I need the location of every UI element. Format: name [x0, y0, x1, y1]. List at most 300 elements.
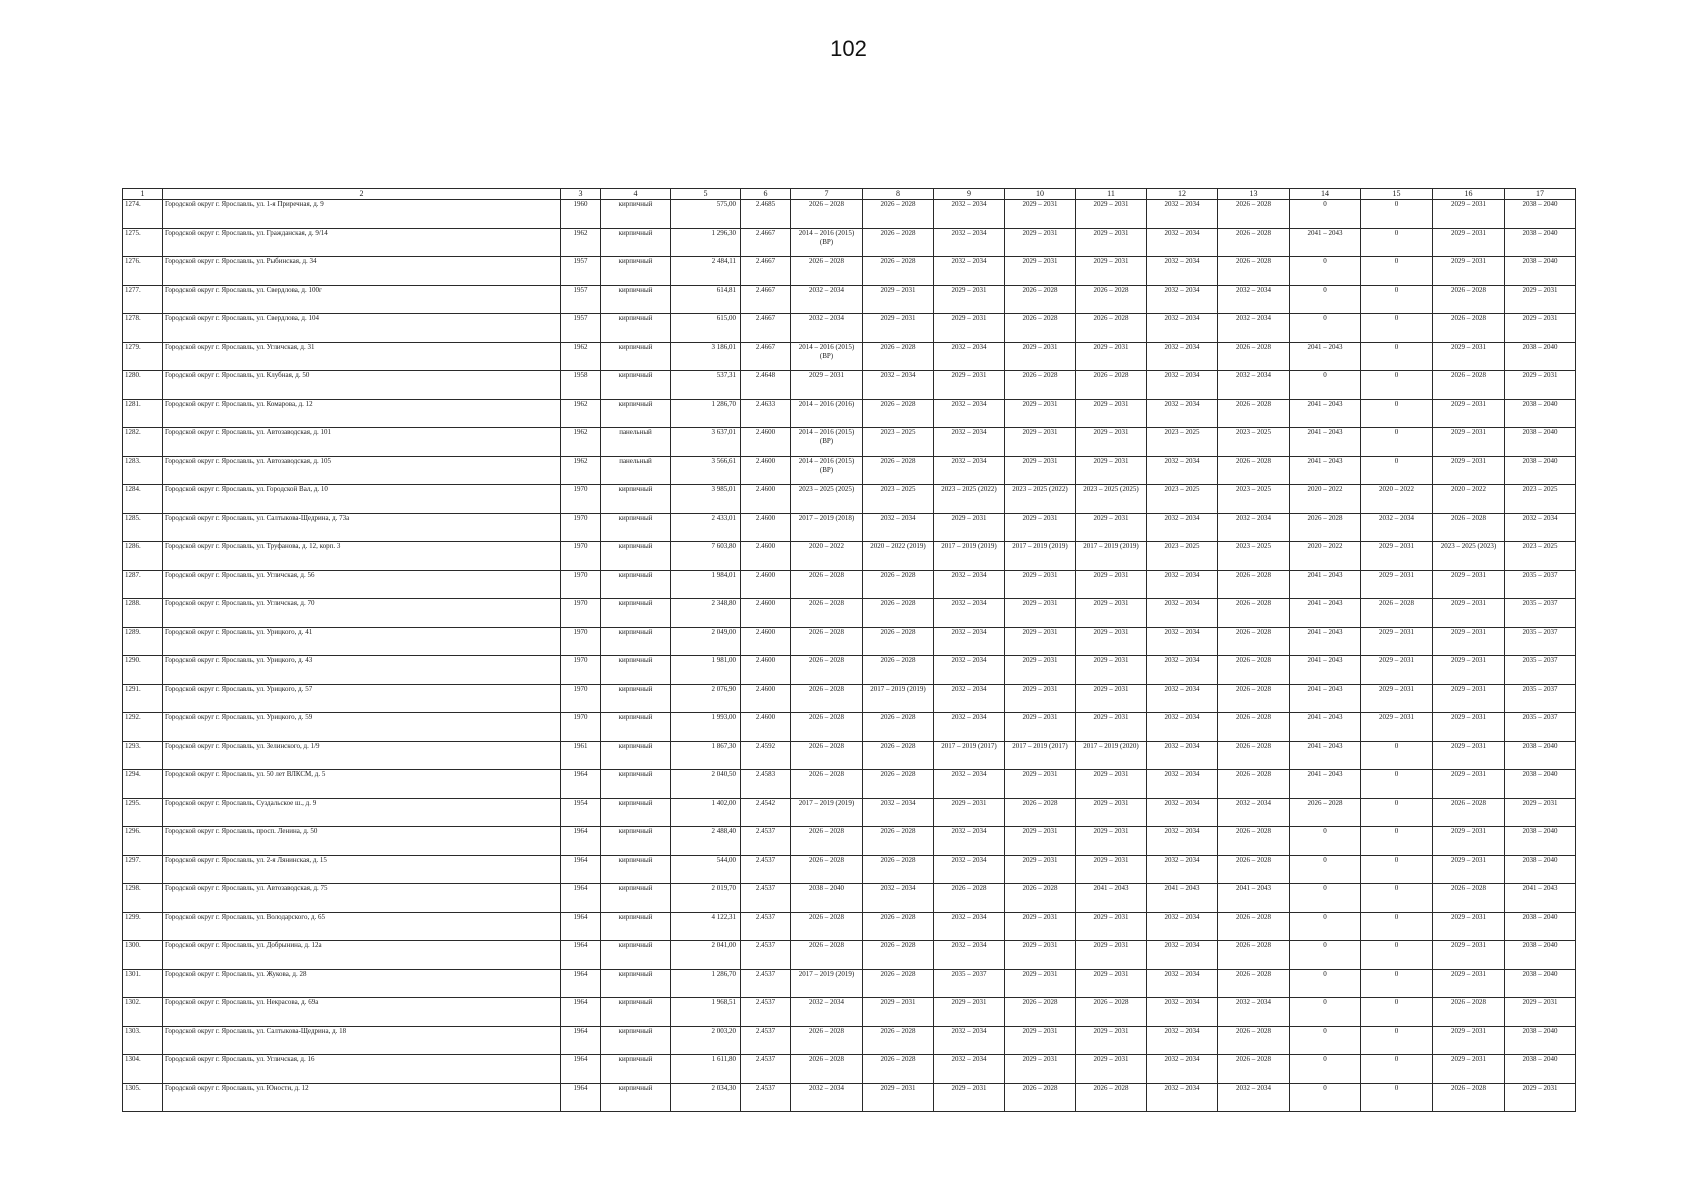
table-cell-col-5: 614,81 [671, 285, 741, 314]
table-cell-col-16: 2029 – 2031 [1433, 599, 1505, 628]
table-cell-col-5: 2 484,11 [671, 257, 741, 286]
column-header-2: 2 [163, 189, 561, 200]
table-cell-col-1: 1277. [123, 285, 163, 314]
table-cell-col-7: 2014 – 2016 (2016) [791, 399, 863, 428]
table-cell-col-2: Городской округ г. Ярославль, ул. Салтыкова-Щедрина, д. 18 [163, 1026, 561, 1055]
table-row [123, 570, 1576, 599]
table-cell-col-3: 1964 [561, 884, 601, 913]
table-cell-col-13: 2023 – 2025 [1218, 485, 1290, 514]
table-cell-col-5: 1 296,30 [671, 228, 741, 257]
table-cell-col-1: 1301. [123, 969, 163, 998]
table-cell-col-10: 2029 – 2031 [1005, 684, 1076, 713]
table-cell-col-15: 2032 – 2034 [1361, 513, 1433, 542]
table-cell-col-16: 2029 – 2031 [1433, 399, 1505, 428]
table-cell-col-7: 2032 – 2034 [791, 314, 863, 343]
table-cell-col-7: 2032 – 2034 [791, 998, 863, 1027]
table-cell-col-10: 2026 – 2028 [1005, 798, 1076, 827]
table-cell-col-16: 2029 – 2031 [1433, 200, 1505, 229]
table-cell-col-15: 0 [1361, 1083, 1433, 1112]
table-cell-col-7: 2026 – 2028 [791, 770, 863, 799]
column-header-11: 11 [1076, 189, 1147, 200]
table-cell-col-9: 2035 – 2037 [934, 969, 1005, 998]
table-cell-col-7: 2026 – 2028 [791, 827, 863, 856]
table-cell-col-12: 2032 – 2034 [1147, 941, 1218, 970]
table-cell-col-17: 2029 – 2031 [1505, 285, 1576, 314]
table-row [123, 257, 1576, 286]
table-cell-col-15: 0 [1361, 855, 1433, 884]
table-cell-col-3: 1957 [561, 285, 601, 314]
table-cell-col-4: кирпичный [601, 371, 671, 400]
table-cell-col-8: 2017 – 2019 (2019) [863, 684, 934, 713]
table-cell-col-4: кирпичный [601, 627, 671, 656]
table-cell-col-12: 2032 – 2034 [1147, 827, 1218, 856]
table-cell-col-6: 2.4600 [741, 684, 791, 713]
table-cell-col-15: 0 [1361, 770, 1433, 799]
table-cell-col-8: 2026 – 2028 [863, 855, 934, 884]
table-cell-col-10: 2029 – 2031 [1005, 912, 1076, 941]
table-cell-col-2: Городской округ г. Ярославль, Суздальское ш., д. 9 [163, 798, 561, 827]
table-cell-col-16: 2029 – 2031 [1433, 570, 1505, 599]
table-cell-col-6: 2.4537 [741, 1055, 791, 1084]
table-cell-col-1: 1303. [123, 1026, 163, 1055]
table-cell-col-1: 1282. [123, 428, 163, 457]
table-cell-col-10: 2029 – 2031 [1005, 200, 1076, 229]
table-cell-col-9: 2029 – 2031 [934, 1083, 1005, 1112]
table-cell-col-2: Городской округ г. Ярославль, ул. 2-я Лянинская, д. 15 [163, 855, 561, 884]
table-cell-col-12: 2032 – 2034 [1147, 1055, 1218, 1084]
table-cell-col-6: 2.4537 [741, 1083, 791, 1112]
table-cell-col-12: 2032 – 2034 [1147, 656, 1218, 685]
table-cell-col-7: 2038 – 2040 [791, 884, 863, 913]
table-cell-col-5: 1 286,70 [671, 969, 741, 998]
table-cell-col-10: 2026 – 2028 [1005, 371, 1076, 400]
table-cell-col-7: 2026 – 2028 [791, 741, 863, 770]
table-cell-col-16: 2029 – 2031 [1433, 1026, 1505, 1055]
table-cell-col-5: 615,00 [671, 314, 741, 343]
table-cell-col-6: 2.4633 [741, 399, 791, 428]
table-cell-col-1: 1289. [123, 627, 163, 656]
table-cell-col-2: Городской округ г. Ярославль, ул. Урицкого, д. 59 [163, 713, 561, 742]
table-cell-col-9: 2032 – 2034 [934, 200, 1005, 229]
table-cell-col-9: 2032 – 2034 [934, 770, 1005, 799]
table-row [123, 456, 1576, 485]
table-cell-col-16: 2026 – 2028 [1433, 314, 1505, 343]
table-row [123, 513, 1576, 542]
table-cell-col-3: 1962 [561, 399, 601, 428]
table-cell-col-17: 2032 – 2034 [1505, 513, 1576, 542]
table-cell-col-3: 1964 [561, 1055, 601, 1084]
table-row [123, 941, 1576, 970]
table-cell-col-17: 2038 – 2040 [1505, 1055, 1576, 1084]
table-cell-col-8: 2026 – 2028 [863, 912, 934, 941]
table-cell-col-10: 2029 – 2031 [1005, 228, 1076, 257]
table-cell-col-12: 2032 – 2034 [1147, 257, 1218, 286]
table-cell-col-2: Городской округ г. Ярославль, ул. Рыбинская, д. 34 [163, 257, 561, 286]
table-cell-col-16: 2026 – 2028 [1433, 1083, 1505, 1112]
table-cell-col-9: 2032 – 2034 [934, 656, 1005, 685]
table-cell-col-11: 2029 – 2031 [1076, 342, 1147, 371]
column-header-17: 17 [1505, 189, 1576, 200]
table-cell-col-7: 2026 – 2028 [791, 200, 863, 229]
table-row [123, 485, 1576, 514]
table-cell-col-6: 2.4667 [741, 342, 791, 371]
table-cell-col-11: 2026 – 2028 [1076, 998, 1147, 1027]
table-cell-col-11: 2029 – 2031 [1076, 570, 1147, 599]
table-cell-col-17: 2038 – 2040 [1505, 456, 1576, 485]
table-cell-col-15: 0 [1361, 1055, 1433, 1084]
table-cell-col-7: 2026 – 2028 [791, 627, 863, 656]
table-cell-col-9: 2032 – 2034 [934, 570, 1005, 599]
table-cell-col-2: Городской округ г. Ярославль, ул. 1-я Приречная, д. 9 [163, 200, 561, 229]
table-cell-col-6: 2.4600 [741, 713, 791, 742]
table-cell-col-11: 2026 – 2028 [1076, 371, 1147, 400]
table-cell-col-3: 1957 [561, 257, 601, 286]
table-cell-col-3: 1970 [561, 627, 601, 656]
table-cell-col-3: 1962 [561, 342, 601, 371]
table-cell-col-4: кирпичный [601, 770, 671, 799]
table-cell-col-12: 2032 – 2034 [1147, 314, 1218, 343]
table-cell-col-2: Городской округ г. Ярославль, ул. Урицкого, д. 57 [163, 684, 561, 713]
table-row [123, 228, 1576, 257]
table-cell-col-3: 1970 [561, 684, 601, 713]
table-cell-col-8: 2026 – 2028 [863, 627, 934, 656]
table-cell-col-14: 0 [1290, 855, 1361, 884]
table-cell-col-2: Городской округ г. Ярославль, ул. Добрынина, д. 12а [163, 941, 561, 970]
table-cell-col-9: 2029 – 2031 [934, 371, 1005, 400]
table-cell-col-5: 1 402,00 [671, 798, 741, 827]
table-cell-col-17: 2038 – 2040 [1505, 855, 1576, 884]
table-cell-col-10: 2029 – 2031 [1005, 1026, 1076, 1055]
table-cell-col-1: 1294. [123, 770, 163, 799]
table-row [123, 969, 1576, 998]
table-cell-col-11: 2026 – 2028 [1076, 314, 1147, 343]
table-row [123, 599, 1576, 628]
table-cell-col-16: 2029 – 2031 [1433, 428, 1505, 457]
table-cell-col-8: 2026 – 2028 [863, 713, 934, 742]
column-header-6: 6 [741, 189, 791, 200]
table-cell-col-3: 1964 [561, 969, 601, 998]
table-cell-col-2: Городской округ г. Ярославль, ул. Комарова, д. 12 [163, 399, 561, 428]
table-cell-col-9: 2029 – 2031 [934, 998, 1005, 1027]
table-row [123, 798, 1576, 827]
table-cell-col-6: 2.4667 [741, 314, 791, 343]
table-cell-col-8: 2029 – 2031 [863, 998, 934, 1027]
table-cell-col-10: 2029 – 2031 [1005, 456, 1076, 485]
table-cell-col-2: Городской округ г. Ярославль, ул. Автозаводская, д. 105 [163, 456, 561, 485]
table-cell-col-1: 1284. [123, 485, 163, 514]
table-cell-col-15: 0 [1361, 371, 1433, 400]
table-cell-col-13: 2026 – 2028 [1218, 969, 1290, 998]
table-cell-col-12: 2023 – 2025 [1147, 485, 1218, 514]
column-header-7: 7 [791, 189, 863, 200]
table-cell-col-1: 1293. [123, 741, 163, 770]
table-row [123, 371, 1576, 400]
table-cell-col-7: 2017 – 2019 (2019) [791, 969, 863, 998]
table-cell-col-12: 2032 – 2034 [1147, 285, 1218, 314]
column-header-10: 10 [1005, 189, 1076, 200]
table-cell-col-12: 2032 – 2034 [1147, 371, 1218, 400]
table-cell-col-10: 2029 – 2031 [1005, 713, 1076, 742]
table-cell-col-3: 1964 [561, 998, 601, 1027]
table-cell-col-6: 2.4600 [741, 656, 791, 685]
table-cell-col-1: 1291. [123, 684, 163, 713]
table-cell-col-6: 2.4600 [741, 627, 791, 656]
table-cell-col-17: 2023 – 2025 [1505, 542, 1576, 571]
table-cell-col-4: кирпичный [601, 1055, 671, 1084]
table-cell-col-3: 1962 [561, 228, 601, 257]
table-cell-col-7: 2029 – 2031 [791, 371, 863, 400]
table-cell-col-11: 2023 – 2025 (2025) [1076, 485, 1147, 514]
table-cell-col-4: кирпичный [601, 542, 671, 571]
table-cell-col-7: 2020 – 2022 [791, 542, 863, 571]
table-cell-col-6: 2.4648 [741, 371, 791, 400]
table-row [123, 1055, 1576, 1084]
table-cell-col-5: 2 003,20 [671, 1026, 741, 1055]
table-cell-col-17: 2035 – 2037 [1505, 570, 1576, 599]
table-cell-col-2: Городской округ г. Ярославль, ул. Гражданская, д. 9/14 [163, 228, 561, 257]
table-cell-col-3: 1970 [561, 656, 601, 685]
table-cell-col-11: 2041 – 2043 [1076, 884, 1147, 913]
table-cell-col-1: 1304. [123, 1055, 163, 1084]
table-cell-col-14: 2041 – 2043 [1290, 741, 1361, 770]
table-cell-col-15: 0 [1361, 969, 1433, 998]
table-cell-col-4: кирпичный [601, 200, 671, 229]
table-cell-col-6: 2.4537 [741, 855, 791, 884]
table-cell-col-13: 2026 – 2028 [1218, 342, 1290, 371]
table-cell-col-10: 2029 – 2031 [1005, 1055, 1076, 1084]
table-cell-col-10: 2029 – 2031 [1005, 627, 1076, 656]
table-cell-col-3: 1964 [561, 1083, 601, 1112]
table-cell-col-16: 2023 – 2025 (2023) [1433, 542, 1505, 571]
table-cell-col-15: 0 [1361, 998, 1433, 1027]
table-cell-col-10: 2029 – 2031 [1005, 941, 1076, 970]
table-cell-col-6: 2.4537 [741, 998, 791, 1027]
table-cell-col-12: 2032 – 2034 [1147, 684, 1218, 713]
table-cell-col-2: Городской округ г. Ярославль, ул. 50 лет ВЛКСМ, д. 5 [163, 770, 561, 799]
table-cell-col-2: Городской округ г. Ярославль, ул. Угличская, д. 56 [163, 570, 561, 599]
table-cell-col-5: 1 286,70 [671, 399, 741, 428]
table-cell-col-8: 2026 – 2028 [863, 342, 934, 371]
table-cell-col-8: 2026 – 2028 [863, 570, 934, 599]
table-cell-col-3: 1970 [561, 485, 601, 514]
table-cell-col-1: 1286. [123, 542, 163, 571]
table-cell-col-6: 2.4600 [741, 513, 791, 542]
table-cell-col-13: 2026 – 2028 [1218, 770, 1290, 799]
table-cell-col-4: кирпичный [601, 969, 671, 998]
table-cell-col-17: 2038 – 2040 [1505, 827, 1576, 856]
table-cell-col-6: 2.4537 [741, 912, 791, 941]
table-cell-col-17: 2035 – 2037 [1505, 627, 1576, 656]
table-row [123, 884, 1576, 913]
table-cell-col-1: 1281. [123, 399, 163, 428]
table-cell-col-7: 2014 – 2016 (2015) (ВР) [791, 342, 863, 371]
table-cell-col-13: 2032 – 2034 [1218, 371, 1290, 400]
table-cell-col-7: 2026 – 2028 [791, 684, 863, 713]
table-cell-col-12: 2032 – 2034 [1147, 969, 1218, 998]
table-cell-col-1: 1297. [123, 855, 163, 884]
table-cell-col-16: 2029 – 2031 [1433, 941, 1505, 970]
table-cell-col-1: 1285. [123, 513, 163, 542]
table-cell-col-1: 1278. [123, 314, 163, 343]
table-cell-col-10: 2029 – 2031 [1005, 342, 1076, 371]
table-cell-col-13: 2026 – 2028 [1218, 200, 1290, 229]
table-cell-col-17: 2035 – 2037 [1505, 599, 1576, 628]
table-cell-col-6: 2.4537 [741, 941, 791, 970]
table-cell-col-8: 2026 – 2028 [863, 456, 934, 485]
table-cell-col-9: 2029 – 2031 [934, 513, 1005, 542]
table-cell-col-6: 2.4600 [741, 456, 791, 485]
table-cell-col-11: 2029 – 2031 [1076, 200, 1147, 229]
table-cell-col-14: 0 [1290, 257, 1361, 286]
table-cell-col-9: 2032 – 2034 [934, 228, 1005, 257]
schedule-table [122, 188, 1576, 1112]
table-cell-col-3: 1964 [561, 827, 601, 856]
table-cell-col-13: 2026 – 2028 [1218, 1055, 1290, 1084]
table-cell-col-3: 1970 [561, 713, 601, 742]
table-cell-col-8: 2032 – 2034 [863, 371, 934, 400]
column-header-12: 12 [1147, 189, 1218, 200]
table-cell-col-9: 2029 – 2031 [934, 285, 1005, 314]
table-cell-col-3: 1962 [561, 428, 601, 457]
table-cell-col-5: 537,31 [671, 371, 741, 400]
table-cell-col-13: 2026 – 2028 [1218, 228, 1290, 257]
table-row [123, 855, 1576, 884]
table-cell-col-7: 2026 – 2028 [791, 941, 863, 970]
table-cell-col-14: 2041 – 2043 [1290, 599, 1361, 628]
table-cell-col-9: 2032 – 2034 [934, 428, 1005, 457]
table-cell-col-15: 0 [1361, 399, 1433, 428]
table-cell-col-6: 2.4600 [741, 542, 791, 571]
table-cell-col-15: 2029 – 2031 [1361, 542, 1433, 571]
table-cell-col-9: 2032 – 2034 [934, 456, 1005, 485]
table-cell-col-16: 2029 – 2031 [1433, 456, 1505, 485]
table-cell-col-10: 2029 – 2031 [1005, 399, 1076, 428]
table-cell-col-2: Городской округ г. Ярославль, ул. Автозаводская, д. 75 [163, 884, 561, 913]
table-cell-col-8: 2026 – 2028 [863, 827, 934, 856]
table-row [123, 741, 1576, 770]
table-cell-col-11: 2017 – 2019 (2019) [1076, 542, 1147, 571]
table-cell-col-11: 2029 – 2031 [1076, 770, 1147, 799]
table-cell-col-2: Городской округ г. Ярославль, просп. Ленина, д. 50 [163, 827, 561, 856]
table-cell-col-3: 1964 [561, 1026, 601, 1055]
table-row [123, 200, 1576, 229]
table-cell-col-5: 1 993,00 [671, 713, 741, 742]
table-cell-col-14: 2041 – 2043 [1290, 713, 1361, 742]
table-cell-col-16: 2029 – 2031 [1433, 228, 1505, 257]
table-cell-col-8: 2029 – 2031 [863, 314, 934, 343]
table-cell-col-6: 2.4667 [741, 285, 791, 314]
table-cell-col-10: 2026 – 2028 [1005, 285, 1076, 314]
table-cell-col-6: 2.4537 [741, 884, 791, 913]
table-cell-col-11: 2029 – 2031 [1076, 969, 1147, 998]
table-cell-col-4: кирпичный [601, 656, 671, 685]
table-cell-col-15: 2029 – 2031 [1361, 656, 1433, 685]
table-cell-col-13: 2032 – 2034 [1218, 513, 1290, 542]
column-header-9: 9 [934, 189, 1005, 200]
table-cell-col-7: 2032 – 2034 [791, 1083, 863, 1112]
table-cell-col-11: 2029 – 2031 [1076, 713, 1147, 742]
table-cell-col-12: 2032 – 2034 [1147, 770, 1218, 799]
table-cell-col-17: 2038 – 2040 [1505, 399, 1576, 428]
table-cell-col-5: 544,00 [671, 855, 741, 884]
table-cell-col-9: 2017 – 2019 (2019) [934, 542, 1005, 571]
table-cell-col-7: 2026 – 2028 [791, 713, 863, 742]
table-cell-col-17: 2038 – 2040 [1505, 257, 1576, 286]
table-cell-col-12: 2032 – 2034 [1147, 200, 1218, 229]
table-cell-col-6: 2.4537 [741, 827, 791, 856]
table-cell-col-16: 2029 – 2031 [1433, 1055, 1505, 1084]
table-cell-col-5: 1 984,01 [671, 570, 741, 599]
table-cell-col-16: 2029 – 2031 [1433, 656, 1505, 685]
table-cell-col-14: 0 [1290, 314, 1361, 343]
table-cell-col-12: 2032 – 2034 [1147, 855, 1218, 884]
table-cell-col-12: 2032 – 2034 [1147, 627, 1218, 656]
table-cell-col-12: 2032 – 2034 [1147, 741, 1218, 770]
table-cell-col-3: 1958 [561, 371, 601, 400]
table-cell-col-9: 2032 – 2034 [934, 599, 1005, 628]
table-cell-col-17: 2029 – 2031 [1505, 371, 1576, 400]
column-header-5: 5 [671, 189, 741, 200]
table-cell-col-8: 2026 – 2028 [863, 1055, 934, 1084]
table-cell-col-9: 2032 – 2034 [934, 1026, 1005, 1055]
table-cell-col-3: 1964 [561, 770, 601, 799]
table-cell-col-11: 2029 – 2031 [1076, 399, 1147, 428]
table-cell-col-12: 2032 – 2034 [1147, 228, 1218, 257]
table-cell-col-8: 2026 – 2028 [863, 941, 934, 970]
table-cell-col-6: 2.4600 [741, 485, 791, 514]
table-cell-col-14: 0 [1290, 827, 1361, 856]
table-cell-col-17: 2038 – 2040 [1505, 770, 1576, 799]
table-cell-col-3: 1964 [561, 941, 601, 970]
table-cell-col-9: 2032 – 2034 [934, 684, 1005, 713]
table-cell-col-16: 2029 – 2031 [1433, 741, 1505, 770]
table-cell-col-5: 1 867,30 [671, 741, 741, 770]
table-cell-col-16: 2029 – 2031 [1433, 827, 1505, 856]
table-cell-col-13: 2032 – 2034 [1218, 798, 1290, 827]
table-cell-col-17: 2038 – 2040 [1505, 912, 1576, 941]
table-cell-col-1: 1305. [123, 1083, 163, 1112]
table-cell-col-2: Городской округ г. Ярославль, ул. Автозаводская, д. 101 [163, 428, 561, 457]
table-cell-col-15: 0 [1361, 200, 1433, 229]
table-cell-col-8: 2023 – 2025 [863, 428, 934, 457]
table-cell-col-13: 2026 – 2028 [1218, 941, 1290, 970]
table-cell-col-4: кирпичный [601, 713, 671, 742]
table-cell-col-8: 2032 – 2034 [863, 513, 934, 542]
table-cell-col-8: 2023 – 2025 [863, 485, 934, 514]
table-cell-col-13: 2026 – 2028 [1218, 599, 1290, 628]
table-cell-col-4: кирпичный [601, 684, 671, 713]
table-cell-col-15: 0 [1361, 228, 1433, 257]
table-cell-col-3: 1960 [561, 200, 601, 229]
table-cell-col-10: 2029 – 2031 [1005, 827, 1076, 856]
table-row [123, 912, 1576, 941]
table-cell-col-2: Городской округ г. Ярославль, ул. Салтыкова-Щедрина, д. 73а [163, 513, 561, 542]
table-cell-col-9: 2023 – 2025 (2022) [934, 485, 1005, 514]
table-cell-col-1: 1296. [123, 827, 163, 856]
table-cell-col-17: 2038 – 2040 [1505, 741, 1576, 770]
table-cell-col-2: Городской округ г. Ярославль, ул. Угличская, д. 16 [163, 1055, 561, 1084]
table-cell-col-3: 1970 [561, 542, 601, 571]
table-row [123, 684, 1576, 713]
table-cell-col-11: 2029 – 2031 [1076, 941, 1147, 970]
table-cell-col-4: кирпичный [601, 1083, 671, 1112]
table-cell-col-10: 2029 – 2031 [1005, 257, 1076, 286]
table-cell-col-1: 1295. [123, 798, 163, 827]
table-cell-col-1: 1302. [123, 998, 163, 1027]
table-cell-col-14: 0 [1290, 969, 1361, 998]
table-cell-col-13: 2032 – 2034 [1218, 1083, 1290, 1112]
table-cell-col-11: 2029 – 2031 [1076, 656, 1147, 685]
